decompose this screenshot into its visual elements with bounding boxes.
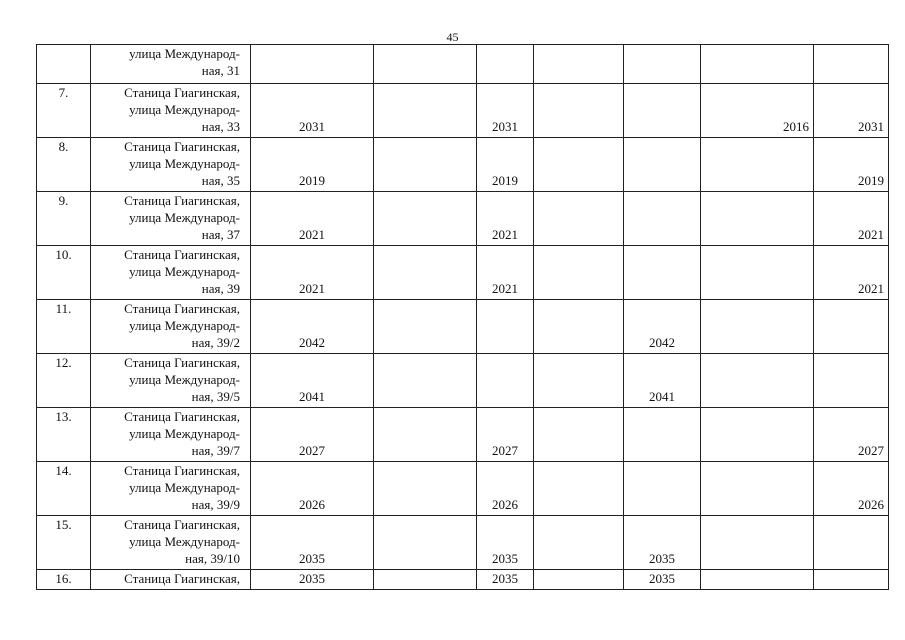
value-cell-c2 xyxy=(374,516,477,570)
value-cell-c2 xyxy=(374,246,477,300)
address-line: ная, 31 xyxy=(201,63,240,78)
value-cell-c6 xyxy=(701,246,814,300)
table-row xyxy=(37,300,889,354)
value-cell-c4 xyxy=(534,516,624,570)
address-line: ная, 39/10 xyxy=(185,551,240,566)
value-cell-c3: 2035 xyxy=(477,570,534,590)
value-cell-c7: 2027 xyxy=(814,408,889,462)
address-line: улица Международ- xyxy=(129,318,240,333)
value-cell-c1: 2026 xyxy=(251,462,374,516)
value-cell-c3 xyxy=(477,354,534,408)
value-cell-c5 xyxy=(624,246,701,300)
value-cell-c2 xyxy=(374,462,477,516)
address-cell xyxy=(91,462,251,516)
table-row xyxy=(37,138,889,192)
value-cell-c2 xyxy=(374,192,477,246)
address-line: Станица Гиагинская, xyxy=(124,463,240,478)
address-line: ная, 33 xyxy=(201,119,240,134)
value-cell-c3: 2027 xyxy=(477,408,534,462)
address-line: Станица Гиагинская, xyxy=(124,193,240,208)
value-cell-c6 xyxy=(701,516,814,570)
address-line: Станица Гиагинская, xyxy=(124,517,240,532)
value-cell-c7 xyxy=(814,516,889,570)
value-cell-c7 xyxy=(814,45,889,84)
address-cell xyxy=(91,570,251,590)
value-cell-c7: 2021 xyxy=(814,192,889,246)
register-body xyxy=(37,45,889,590)
value-cell-c2 xyxy=(374,138,477,192)
value-cell-c7: 2026 xyxy=(814,462,889,516)
address-line: Станица Гиагинская, xyxy=(124,409,240,424)
value-cell-c6 xyxy=(701,354,814,408)
value-cell-c4 xyxy=(534,138,624,192)
table-row xyxy=(37,354,889,408)
value-cell-c1: 2019 xyxy=(251,138,374,192)
table-row xyxy=(37,408,889,462)
address-cell xyxy=(91,300,251,354)
row-number: 7. xyxy=(37,84,91,138)
value-cell-c1: 2042 xyxy=(251,300,374,354)
address-line: улица Международ- xyxy=(129,426,240,441)
address-line: ная, 39/9 xyxy=(191,497,240,512)
address-cell xyxy=(91,45,251,84)
address-line: Станица Гиагинская, xyxy=(124,301,240,316)
address-cell xyxy=(91,354,251,408)
address-line: улица Международ- xyxy=(129,372,240,387)
value-cell-c4 xyxy=(534,84,624,138)
value-cell-c4 xyxy=(534,570,624,590)
value-cell-c6 xyxy=(701,45,814,84)
address-cell xyxy=(91,192,251,246)
value-cell-c3: 2035 xyxy=(477,516,534,570)
value-cell-c2 xyxy=(374,354,477,408)
address-line: Станица Гиагинская, xyxy=(124,139,240,154)
address-line: Станица Гиагинская, xyxy=(124,247,240,262)
value-cell-c4 xyxy=(534,408,624,462)
value-cell-c4 xyxy=(534,45,624,84)
value-cell-c2 xyxy=(374,45,477,84)
value-cell-c4 xyxy=(534,354,624,408)
row-number xyxy=(37,45,91,84)
table-row xyxy=(37,516,889,570)
value-cell-c1: 2031 xyxy=(251,84,374,138)
value-cell-c7 xyxy=(814,354,889,408)
address-line: ная, 39/2 xyxy=(191,335,240,350)
address-line: Станица Гиагинская, xyxy=(124,571,240,586)
table-row xyxy=(37,570,889,590)
value-cell-c6: 2016 xyxy=(701,84,814,138)
address-cell xyxy=(91,408,251,462)
value-cell-c3: 2026 xyxy=(477,462,534,516)
value-cell-c1: 2041 xyxy=(251,354,374,408)
address-cell xyxy=(91,84,251,138)
value-cell-c7 xyxy=(814,570,889,590)
value-cell-c2 xyxy=(374,570,477,590)
value-cell-c3 xyxy=(477,300,534,354)
address-line: улица Международ- xyxy=(129,480,240,495)
address-line: ная, 39/7 xyxy=(191,443,240,458)
address-line: ная, 39/5 xyxy=(191,389,240,404)
value-cell-c4 xyxy=(534,246,624,300)
address-line: ная, 35 xyxy=(201,173,240,188)
value-cell-c2 xyxy=(374,408,477,462)
row-number: 13. xyxy=(37,408,91,462)
table-row xyxy=(37,192,889,246)
row-number: 14. xyxy=(37,462,91,516)
address-line: ная, 37 xyxy=(201,227,240,242)
value-cell-c1: 2027 xyxy=(251,408,374,462)
row-number: 9. xyxy=(37,192,91,246)
value-cell-c6 xyxy=(701,462,814,516)
value-cell-c5 xyxy=(624,45,701,84)
value-cell-c3: 2021 xyxy=(477,246,534,300)
value-cell-c7: 2019 xyxy=(814,138,889,192)
value-cell-c7: 2021 xyxy=(814,246,889,300)
value-cell-c3 xyxy=(477,45,534,84)
value-cell-c5: 2042 xyxy=(624,300,701,354)
page-number: 45 xyxy=(446,30,459,44)
table-row xyxy=(37,45,889,84)
value-cell-c5: 2035 xyxy=(624,570,701,590)
row-number: 12. xyxy=(37,354,91,408)
value-cell-c6 xyxy=(701,570,814,590)
value-cell-c7 xyxy=(814,300,889,354)
value-cell-c3: 2019 xyxy=(477,138,534,192)
address-line: Станица Гиагинская, xyxy=(124,85,240,100)
value-cell-c7: 2031 xyxy=(814,84,889,138)
table-row xyxy=(37,462,889,516)
value-cell-c5 xyxy=(624,84,701,138)
value-cell-c5 xyxy=(624,192,701,246)
value-cell-c1: 2035 xyxy=(251,516,374,570)
address-cell xyxy=(91,516,251,570)
table-row xyxy=(37,84,889,138)
row-number: 10. xyxy=(37,246,91,300)
value-cell-c1: 2035 xyxy=(251,570,374,590)
address-line: улица Международ- xyxy=(129,102,240,117)
row-number: 15. xyxy=(37,516,91,570)
address-line: Станица Гиагинская, xyxy=(124,355,240,370)
address-line: улица Международ- xyxy=(129,46,240,61)
address-line: улица Международ- xyxy=(129,156,240,171)
table-row xyxy=(37,246,889,300)
value-cell-c2 xyxy=(374,84,477,138)
address-cell xyxy=(91,246,251,300)
value-cell-c4 xyxy=(534,462,624,516)
row-number: 8. xyxy=(37,138,91,192)
value-cell-c6 xyxy=(701,300,814,354)
value-cell-c5: 2041 xyxy=(624,354,701,408)
value-cell-c2 xyxy=(374,300,477,354)
value-cell-c1: 2021 xyxy=(251,246,374,300)
value-cell-c5 xyxy=(624,408,701,462)
register-table xyxy=(36,44,889,590)
value-cell-c1: 2021 xyxy=(251,192,374,246)
value-cell-c5 xyxy=(624,462,701,516)
value-cell-c6 xyxy=(701,138,814,192)
value-cell-c5 xyxy=(624,138,701,192)
value-cell-c6 xyxy=(701,192,814,246)
row-number: 16. xyxy=(37,570,91,590)
address-line: улица Международ- xyxy=(129,264,240,279)
address-line: ная, 39 xyxy=(201,281,240,296)
value-cell-c4 xyxy=(534,192,624,246)
address-line: улица Международ- xyxy=(129,534,240,549)
value-cell-c3: 2031 xyxy=(477,84,534,138)
address-line: улица Международ- xyxy=(129,210,240,225)
value-cell-c6 xyxy=(701,408,814,462)
value-cell-c5: 2035 xyxy=(624,516,701,570)
value-cell-c3: 2021 xyxy=(477,192,534,246)
address-cell xyxy=(91,138,251,192)
value-cell-c4 xyxy=(534,300,624,354)
value-cell-c1 xyxy=(251,45,374,84)
row-number: 11. xyxy=(37,300,91,354)
